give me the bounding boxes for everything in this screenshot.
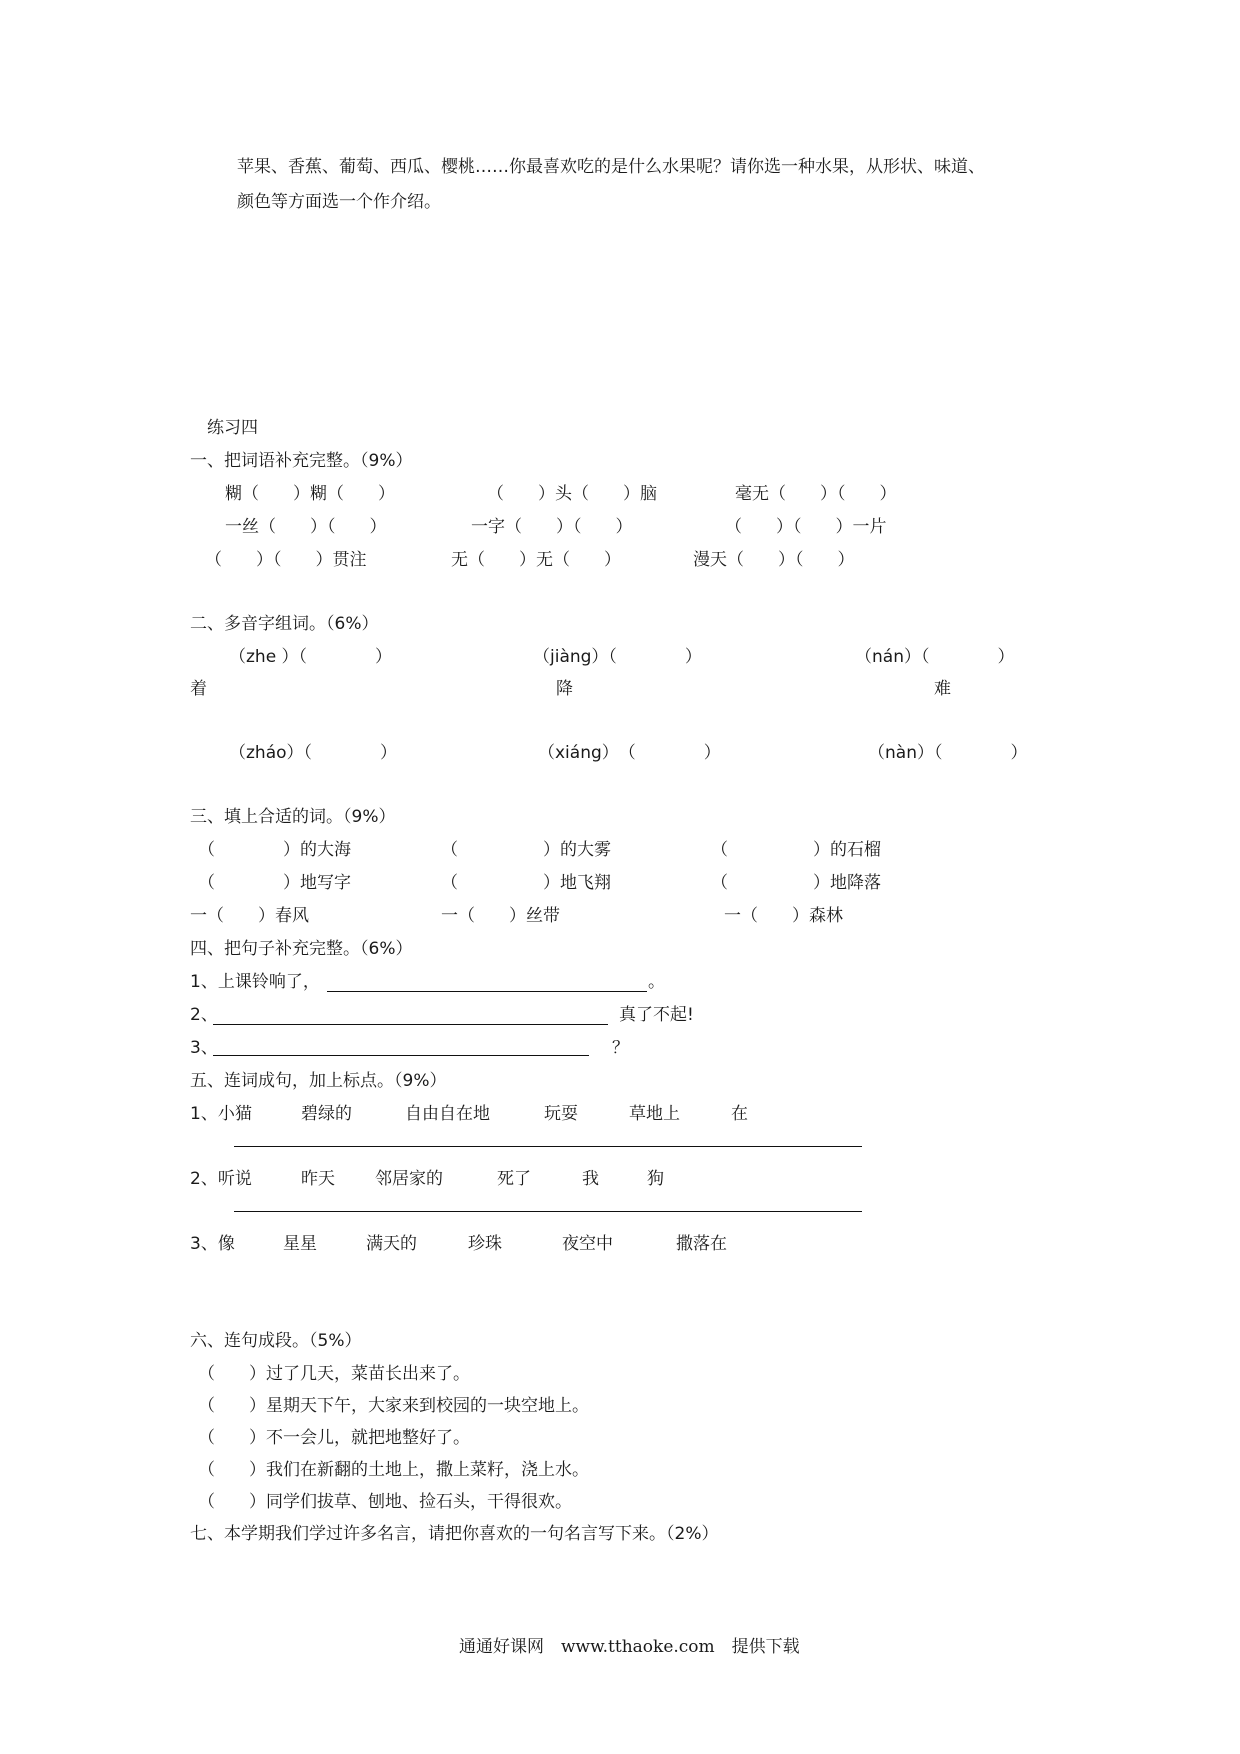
answer-line[interactable] [213, 1024, 608, 1025]
s5-word: 1、小猫 [190, 1104, 252, 1124]
s5-word: 碧绿的 [301, 1104, 352, 1124]
s5-word: 昨天 [301, 1169, 335, 1189]
s2-char: 难 [934, 679, 951, 699]
section-2-heading: 二、多音字组词。（6%） [190, 614, 379, 634]
s2-char: 降 [556, 679, 573, 699]
s5-word: 自由自在地 [405, 1104, 490, 1124]
s1-item: 无（ ）无（ ） [451, 550, 621, 570]
s1-item: 一丝（ ）（ ） [225, 517, 387, 537]
s5-word: 2、听说 [190, 1169, 252, 1189]
s6-item: （ ）星期天下午，大家来到校园的一块空地上。 [198, 1396, 589, 1416]
s4-q1-suffix: 。 [648, 972, 665, 992]
answer-line[interactable] [213, 1055, 589, 1056]
s5-word: 满天的 [366, 1234, 417, 1254]
s3-item: （ ）地飞翔 [441, 873, 611, 893]
intro-line-2: 颜色等方面选一个作介绍。 [237, 192, 441, 212]
s6-item: （ ）同学们拔草、刨地、捡石头，干得很欢。 [198, 1492, 572, 1512]
s3-item: （ ）的石榴 [711, 840, 881, 860]
s6-item: （ ）我们在新翻的土地上，撒上菜籽，浇上水。 [198, 1460, 589, 1480]
intro-line-1: 苹果、香蕉、葡萄、西瓜、樱桃……你最喜欢吃的是什么水果呢？请你选一种水果，从形状、味道、 [237, 157, 985, 177]
s3-item: （ ）地写字 [198, 873, 351, 893]
s1-item: 毫无（ ）（ ） [735, 484, 897, 504]
answer-line[interactable] [327, 991, 647, 992]
s1-item: （ ）（ ）一片 [725, 517, 887, 537]
answer-line[interactable] [234, 1211, 862, 1212]
s4-q2-suffix: 真了不起! [619, 1005, 694, 1025]
s5-word: 草地上 [629, 1104, 680, 1124]
s5-word: 玩耍 [544, 1104, 578, 1124]
s5-word: 邻居家的 [375, 1169, 443, 1189]
s4-q3-suffix: ？ [612, 1038, 629, 1058]
s2-pinyin: （zháo）（ ） [229, 743, 398, 763]
s6-item: （ ）不一会儿，就把地整好了。 [198, 1428, 470, 1448]
s2-char: 着 [190, 679, 207, 699]
exercise-title: 练习四 [207, 418, 258, 438]
s5-word: 夜空中 [562, 1234, 613, 1254]
s1-item: 一字（ ）（ ） [471, 517, 633, 537]
section-3-heading: 三、填上合适的词。（9%） [190, 807, 396, 827]
section-1-heading: 一、把词语补充完整。（9%） [190, 451, 413, 471]
s5-word: 狗 [647, 1169, 664, 1189]
s1-item: 糊（ ）糊（ ） [225, 484, 395, 504]
s5-word: 星星 [283, 1234, 317, 1254]
s2-pinyin: （zhe ）（ ） [229, 647, 393, 667]
s2-pinyin: （nàn）（ ） [868, 743, 1028, 763]
s3-item: 一（ ）春风 [190, 906, 309, 926]
s5-word: 撒落在 [676, 1234, 727, 1254]
s4-q3-prefix: 3、 [190, 1038, 218, 1058]
s5-word: 我 [582, 1169, 599, 1189]
s2-pinyin: （nán）（ ） [855, 647, 1015, 667]
s4-q2-prefix: 2、 [190, 1005, 218, 1025]
s5-word: 3、像 [190, 1234, 235, 1254]
s5-word: 珍珠 [468, 1234, 502, 1254]
s3-item: 一（ ）丝带 [441, 906, 560, 926]
s3-item: （ ）的大海 [198, 840, 351, 860]
s4-q1-prefix: 1、上课铃响了， [190, 972, 320, 992]
s2-pinyin: （xiáng） （ ） [538, 743, 721, 763]
section-5-heading: 五、连词成句，加上标点。（9%） [190, 1071, 447, 1091]
s1-item: 漫天（ ）（ ） [693, 550, 855, 570]
s3-item: 一（ ）森林 [724, 906, 843, 926]
s5-word: 在 [731, 1104, 748, 1124]
s5-word: 死了 [497, 1169, 531, 1189]
footer-credit: 通通好课网 www.tthaoke.com 提供下载 [459, 1637, 800, 1657]
s6-item: （ ）过了几天，菜苗长出来了。 [198, 1364, 470, 1384]
s3-item: （ ）地降落 [711, 873, 881, 893]
section-7-heading: 七、本学期我们学过许多名言，请把你喜欢的一句名言写下来。（2%） [190, 1524, 719, 1544]
section-6-heading: 六、连句成段。（5%） [190, 1331, 362, 1351]
s1-item: （ ）头（ ）脑 [487, 484, 657, 504]
section-4-heading: 四、把句子补充完整。（6%） [190, 939, 413, 959]
s1-item: （ ）（ ）贯注 [205, 550, 367, 570]
s2-pinyin: （jiàng）（ ） [533, 647, 702, 667]
answer-line[interactable] [234, 1146, 862, 1147]
s3-item: （ ）的大雾 [441, 840, 611, 860]
